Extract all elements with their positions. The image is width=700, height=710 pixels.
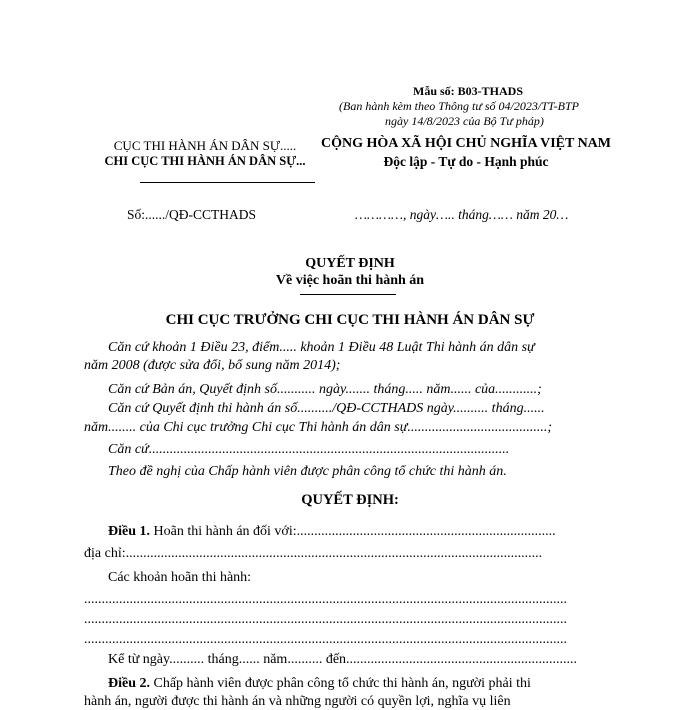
nation-name: CỘNG HÒA XÃ HỘI CHỦ NGHĨA VIỆT NAM — [320, 136, 611, 151]
article-1-address: địa chỉ:....................................................................................................................... — [84, 546, 543, 561]
nation-motto: Độc lập - Tự do - Hạnh phúc — [383, 154, 549, 169]
form-code: Mẫu số: B03-THADS — [413, 84, 524, 98]
article-1-dotted-line: .......................................................................................................................................... — [84, 592, 567, 607]
form-issued-date: ngày 14/8/2023 của Bộ Tư pháp) — [385, 114, 544, 128]
agency-parent: CỤC THI HÀNH ÁN DÂN SỰ..... — [113, 138, 297, 153]
basis-enforcement-decision-cont: năm........ của Chi cục trưởng Chi cục Thi hành án dân sự........................................; — [84, 420, 553, 435]
article-1-dotted-line: .......................................................................................................................................... — [84, 612, 567, 627]
place-date: …………, ngày….. tháng…… năm 20… — [355, 207, 569, 222]
authority-title: CHI CỤC TRƯỞNG CHI CỤC THI HÀNH ÁN DÂN SỰ — [165, 312, 535, 328]
agency-underline — [140, 182, 315, 183]
decision-title: QUYẾT ĐỊNH — [305, 256, 395, 271]
basis-other: Căn cứ....................................................................................................... — [108, 442, 510, 457]
basis-law-cont: năm 2008 (được sửa đổi, bổ sung năm 2014); — [84, 358, 341, 373]
basis-law: Căn cứ khoản 1 Điều 23, điểm..... khoản 1 Điều 48 Luật Thi hành án dân sự — [108, 340, 535, 355]
article-1-label: Điều 1. — [108, 524, 150, 539]
document-number: Số:....../QĐ-CCTHADS — [127, 207, 257, 222]
article-2 — [108, 676, 531, 692]
article-1-period: Kể từ ngày.......... tháng...... năm.......... đến.................................................................. — [108, 652, 578, 667]
decision-subject: Về việc hoãn thi hành án — [275, 273, 425, 288]
article-1-dotted-line: .......................................................................................................................................... — [84, 632, 567, 647]
agency-name: CHI CỤC THI HÀNH ÁN DÂN SỰ... — [104, 154, 306, 168]
article-2-text: Chấp hành viên được phân công tổ chức thi hành án, người phải thi — [150, 676, 531, 691]
article-1-items-label: Các khoản hoãn thi hành: — [108, 570, 252, 585]
article-1 — [108, 524, 556, 540]
article-2-cont: hành án, người được thi hành án và những người có quyền lợi, nghĩa vụ liên — [84, 694, 511, 709]
form-issued-note: (Ban hành kèm theo Thông tư số 04/2023/TT-BTP — [339, 99, 579, 113]
article-1-text: Hoãn thi hành án đối với:.......................................................................... — [150, 524, 556, 539]
basis-enforcement-decision: Căn cứ Quyết định thi hành án số........../QĐ-CCTHADS ngày.......... tháng...... — [108, 401, 545, 416]
basis-proposal: Theo đề nghị của Chấp hành viên được phân công tổ chức thi hành án. — [108, 464, 507, 479]
decides-heading: QUYẾT ĐỊNH: — [301, 492, 399, 508]
basis-judgment: Căn cứ Bản án, Quyết định số........... ngày....... tháng..... năm...... của............; — [108, 382, 542, 397]
article-2-label: Điều 2. — [108, 676, 150, 691]
subject-underline — [300, 294, 396, 295]
